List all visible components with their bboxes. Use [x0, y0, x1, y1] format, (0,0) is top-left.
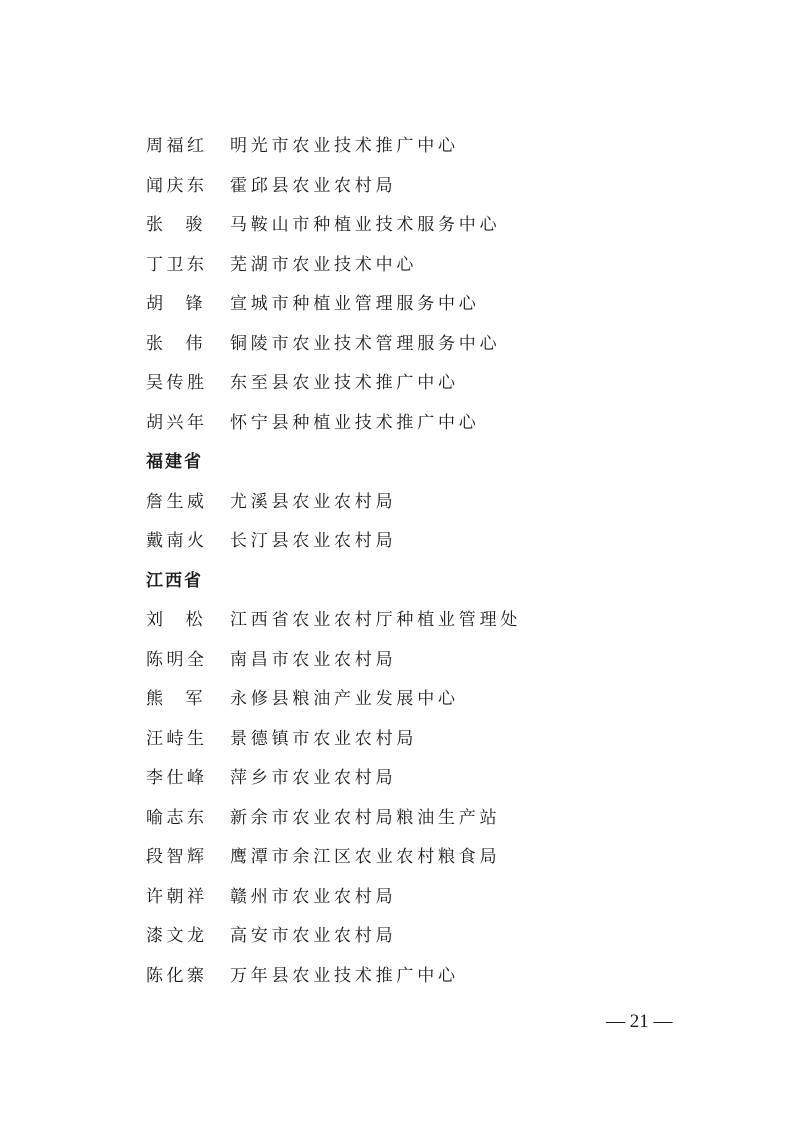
- list-item: [146, 292, 746, 332]
- organization: 高安市农业农村局: [230, 926, 397, 946]
- organization: 鹰潭市余江区农业农村粮食局: [230, 847, 501, 867]
- province-label: 福建省: [146, 452, 203, 472]
- province-heading: [146, 569, 746, 609]
- list-item: [146, 608, 746, 648]
- person-name: 周福红: [146, 136, 208, 156]
- person-name: [146, 213, 230, 237]
- organization: 宣城市种植业管理服务中心: [230, 294, 480, 314]
- organization: 铜陵市农业技术管理服务中心: [230, 333, 501, 354]
- list-item: [146, 766, 746, 806]
- list-item: [146, 490, 746, 530]
- organization: 江西省农业农村厅种植业管理处: [230, 610, 522, 630]
- person-name: 陈化寨: [146, 965, 208, 986]
- organization: 马鞍山市种植业技术服务中心: [230, 215, 501, 235]
- organization: 芜湖市农业技术中心: [230, 254, 418, 275]
- list-item: [146, 727, 746, 767]
- organization: 景德镇市农业农村局: [230, 728, 418, 749]
- list-item: [146, 924, 746, 964]
- list-item: [146, 964, 746, 1004]
- name-char: 军: [185, 689, 206, 709]
- list-item: [146, 371, 746, 411]
- list-item: [146, 885, 746, 925]
- organization: 赣州市农业农村局: [230, 886, 397, 907]
- person-name: 喻志东: [146, 807, 208, 828]
- name-char: 锋: [185, 294, 206, 314]
- person-name: [146, 687, 230, 711]
- name-char: 骏: [185, 215, 206, 235]
- person-name: 汪峙生: [146, 728, 208, 749]
- personnel-list: [146, 134, 746, 1003]
- list-item: [146, 134, 746, 174]
- list-item: [146, 174, 746, 214]
- organization: 长汀县农业农村局: [230, 531, 397, 551]
- organization: 尤溪县农业农村局: [230, 491, 397, 512]
- person-name: 许朝祥: [146, 886, 208, 907]
- organization: 萍乡市农业农村局: [230, 768, 397, 788]
- person-name: 漆文龙: [146, 926, 208, 946]
- list-item: [146, 806, 746, 846]
- person-name: 吴传胜: [146, 373, 208, 393]
- list-item: [146, 411, 746, 451]
- organization: 东至县农业技术推广中心: [230, 373, 459, 393]
- list-item: [146, 687, 746, 727]
- name-char: 刘: [146, 610, 167, 630]
- name-char: 伟: [185, 333, 206, 354]
- province-label: 江西省: [146, 570, 203, 591]
- person-name: 段智辉: [146, 847, 208, 867]
- person-name: 闻庆东: [146, 175, 208, 196]
- person-name: 李仕峰: [146, 768, 208, 788]
- organization: 南昌市农业农村局: [230, 649, 397, 670]
- name-char: 胡: [146, 294, 167, 314]
- person-name: 陈明全: [146, 649, 208, 670]
- list-item: [146, 529, 746, 569]
- person-name: [146, 608, 230, 632]
- organization: 霍邱县农业农村局: [230, 175, 397, 196]
- name-char: 熊: [146, 689, 167, 709]
- list-item: [146, 213, 746, 253]
- person-name: [146, 332, 230, 356]
- name-char: 张: [146, 215, 167, 235]
- list-item: [146, 332, 746, 372]
- list-item: [146, 253, 746, 293]
- organization: 永修县粮油产业发展中心: [230, 689, 459, 709]
- person-name: 戴南火: [146, 531, 208, 551]
- organization: 怀宁县种植业技术推广中心: [230, 412, 480, 433]
- name-char: 松: [185, 610, 206, 630]
- province-heading: [146, 450, 746, 490]
- person-name: 丁卫东: [146, 254, 208, 275]
- person-name: [146, 292, 230, 316]
- person-name: 胡兴年: [146, 412, 208, 433]
- name-char: 张: [146, 333, 167, 354]
- page-number: — 21 —: [606, 1011, 673, 1032]
- organization: 明光市农业技术推广中心: [230, 136, 459, 156]
- organization: 新余市农业农村局粮油生产站: [230, 807, 501, 828]
- organization: 万年县农业技术推广中心: [230, 965, 459, 986]
- list-item: [146, 648, 746, 688]
- person-name: 詹生威: [146, 491, 208, 512]
- list-item: [146, 845, 746, 885]
